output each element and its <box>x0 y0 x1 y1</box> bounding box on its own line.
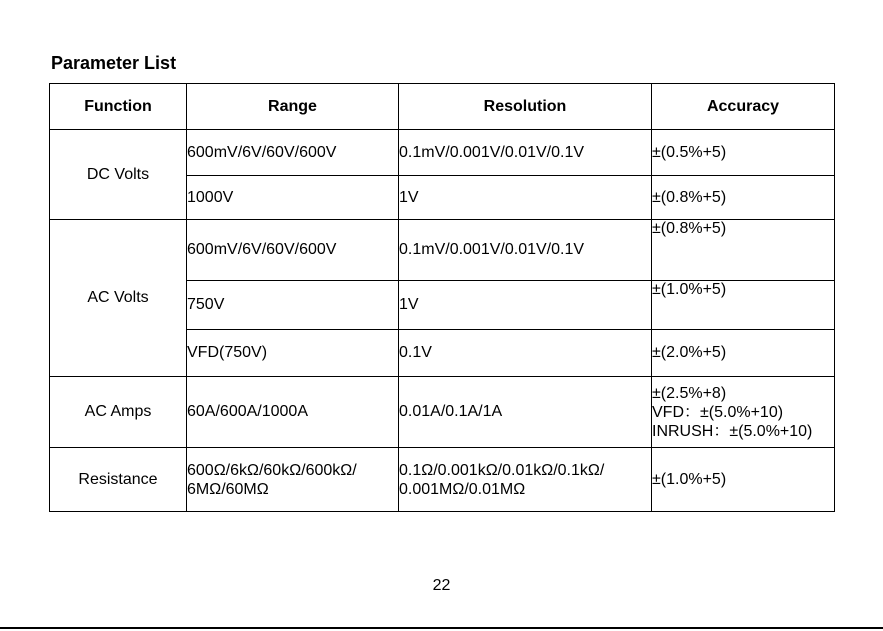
accuracy-cell: ±(1.0%+5) <box>652 448 835 512</box>
range-cell: 1000V <box>187 176 399 220</box>
table-row <box>50 220 835 281</box>
function-ac-amps: AC Amps <box>50 377 187 448</box>
accuracy-cell: ±(0.8%+5) <box>652 220 835 281</box>
page-title: Parameter List <box>51 53 177 73</box>
range-cell: 750V <box>187 281 399 330</box>
function-ac-volts: AC Volts <box>50 220 187 377</box>
resolution-cell: 0.1mV/0.001V/0.01V/0.1V <box>399 130 652 176</box>
resolution-cell: 1V <box>399 176 652 220</box>
accuracy-cell: ±(1.0%+5) <box>652 281 835 330</box>
header-resolution: Resolution <box>399 84 652 130</box>
range-cell: 600mV/6V/60V/600V <box>187 220 399 281</box>
resolution-cell: 1V <box>399 281 652 330</box>
resolution-cell: 0.1mV/0.001V/0.01V/0.1V <box>399 220 652 281</box>
range-cell: 60A/600A/1000A <box>187 377 399 448</box>
header-row <box>50 84 835 130</box>
range-cell: 600mV/6V/60V/600V <box>187 130 399 176</box>
header-range: Range <box>187 84 399 130</box>
accuracy-cell: ±(0.8%+5) <box>652 176 835 220</box>
function-dc-volts: DC Volts <box>50 130 187 220</box>
accuracy-line: ±(2.5%+8) <box>652 384 727 402</box>
range-line: 600Ω/6kΩ/60kΩ/600kΩ/ <box>187 461 357 479</box>
table-row <box>50 448 835 512</box>
table-row <box>50 377 835 448</box>
accuracy-cell <box>652 377 835 448</box>
accuracy-cell: ±(2.0%+5) <box>652 330 835 377</box>
header-accuracy: Accuracy <box>652 84 835 130</box>
range-line: 6MΩ/60MΩ <box>187 480 269 498</box>
resolution-line: 0.001MΩ/0.01MΩ <box>399 480 526 498</box>
range-cell: VFD(750V) <box>187 330 399 377</box>
range-cell <box>187 448 399 512</box>
accuracy-line: INRUSH：±(5.0%+10) <box>652 422 813 440</box>
parameter-table <box>49 83 835 512</box>
header-function: Function <box>50 84 187 130</box>
accuracy-line: VFD：±(5.0%+10) <box>652 403 784 421</box>
resolution-cell: 0.01A/0.1A/1A <box>399 377 652 448</box>
resolution-line: 0.1Ω/0.001kΩ/0.01kΩ/0.1kΩ/ <box>399 461 605 479</box>
function-resistance: Resistance <box>50 448 187 512</box>
resolution-cell: 0.1V <box>399 330 652 377</box>
bottom-divider <box>0 627 883 629</box>
accuracy-cell: ±(0.5%+5) <box>652 130 835 176</box>
table-row <box>50 130 835 176</box>
page-number: 22 <box>432 577 451 594</box>
resolution-cell <box>399 448 652 512</box>
